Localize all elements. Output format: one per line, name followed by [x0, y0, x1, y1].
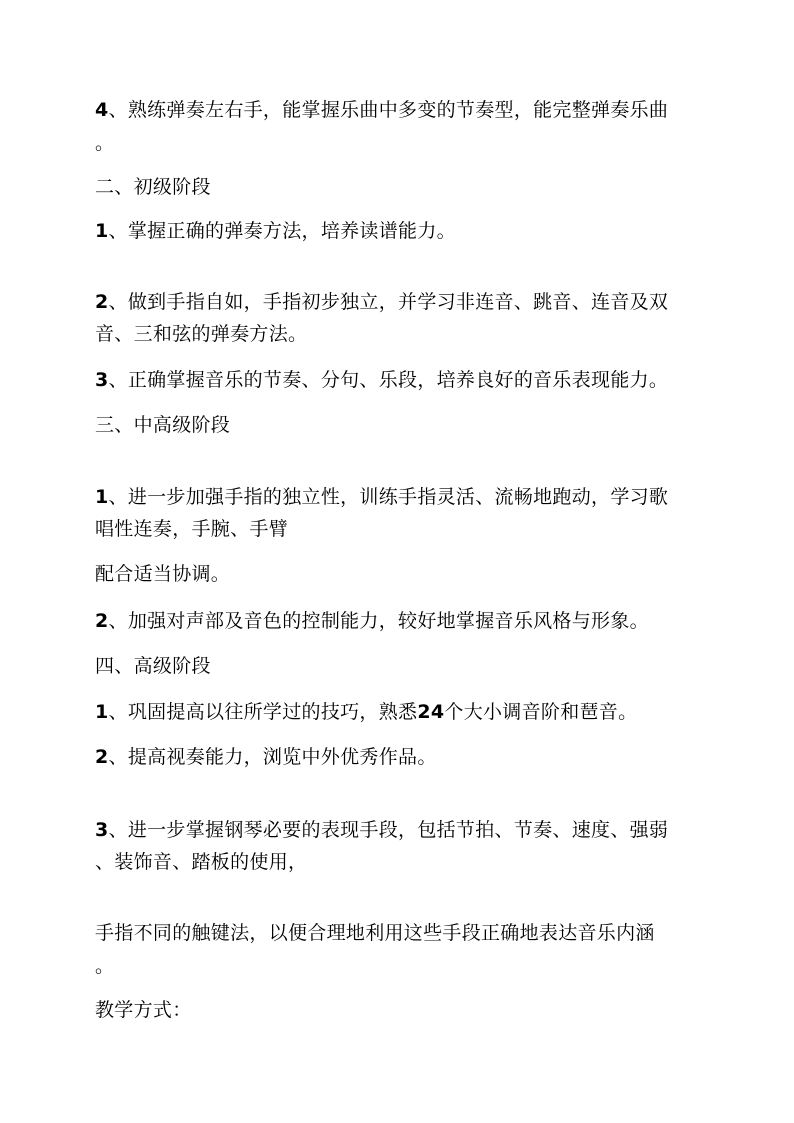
section-heading-intermediate: 三、中高级阶段 — [95, 414, 231, 436]
item-number: 1 — [95, 220, 109, 242]
item-number: 1 — [95, 701, 109, 723]
paragraph-item-1 — [95, 485, 668, 509]
item-number: 2 — [95, 291, 109, 313]
paragraph-continuation: 配合适当协调。 — [95, 563, 231, 585]
paragraph-continuation: 。 — [95, 132, 115, 154]
line-text: 、进一步加强手指的独立性，训练手指灵活、流畅地跑动，学习歌 — [108, 486, 669, 508]
paragraph-continuation: 、装饰音、踏板的使用， — [95, 851, 308, 873]
line-text: 、提高视奏能力，浏览中外优秀作品。 — [108, 746, 437, 768]
line-text: 、巩固提高以往所学过的技巧，熟悉 — [108, 701, 418, 723]
item-number: 3 — [95, 819, 109, 841]
item-number: 1 — [95, 486, 109, 508]
line-text: 、正确掌握音乐的节奏、分句、乐段，培养良好的音乐表现能力。 — [108, 369, 669, 391]
paragraph-item-1 — [95, 700, 637, 724]
paragraph-item-3 — [95, 368, 668, 392]
section-heading-elementary: 二、初级阶段 — [95, 176, 211, 198]
item-number: 2 — [95, 746, 109, 768]
paragraph-continuation: 唱性连奏，手腕、手臂 — [95, 518, 289, 540]
line-text: 、熟练弹奏左右手，能掌握乐曲中多变的节奏型，能完整弹奏乐曲 — [108, 99, 669, 121]
paragraph-item-2 — [95, 745, 437, 769]
line-text: 、加强对声部及音色的控制能力，较好地掌握音乐风格与形象。 — [108, 610, 649, 632]
teaching-method-heading: 教学方式： — [95, 999, 192, 1021]
item-number: 2 — [95, 610, 109, 632]
paragraph-item-1 — [95, 219, 456, 243]
paragraph-item-2 — [95, 609, 649, 633]
paragraph-text: 手指不同的触键法，以便合理地利用这些手段正确地表达音乐内涵 — [95, 922, 655, 944]
line-text: 、进一步掌握钢琴必要的表现手段，包括节拍、节奏、速度、强弱 — [108, 819, 669, 841]
item-number: 4 — [95, 99, 109, 121]
scale-count: 24 — [417, 701, 445, 723]
section-heading-advanced: 四、高级阶段 — [95, 655, 211, 677]
paragraph-continuation: 。 — [95, 955, 115, 977]
line-text: 个大小调音阶和琶音。 — [444, 701, 638, 723]
paragraph-item-2 — [95, 290, 668, 314]
item-number: 3 — [95, 369, 109, 391]
paragraph-item-4 — [95, 98, 668, 122]
paragraph-continuation: 音、三和弦的弹奏方法。 — [95, 323, 308, 345]
line-text: 、掌握正确的弹奏方法，培养读谱能力。 — [108, 220, 456, 242]
paragraph-item-3 — [95, 818, 668, 842]
line-text: 、做到手指自如，手指初步独立，并学习非连音、跳音、连音及双 — [108, 291, 669, 313]
